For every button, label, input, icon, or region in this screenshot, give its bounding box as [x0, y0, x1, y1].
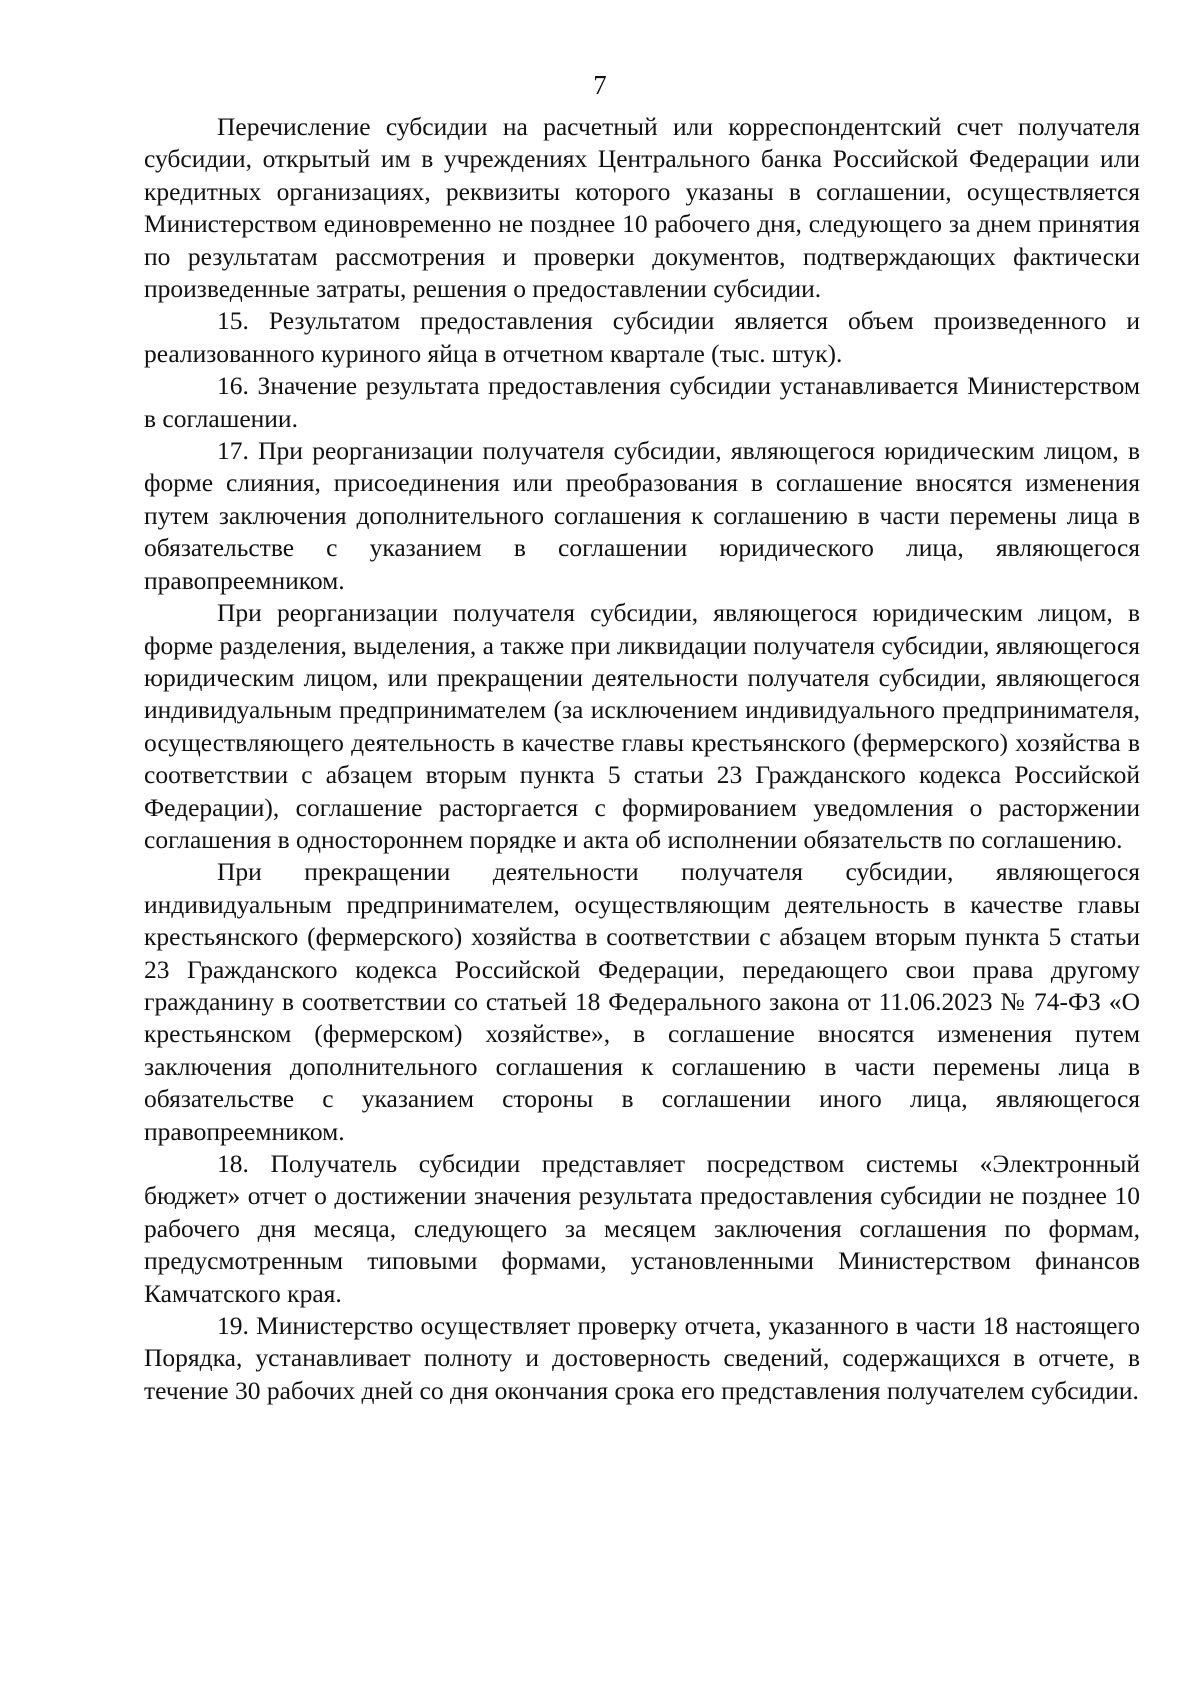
paragraph-16: 16. Значение результата предоставления субсидии устанавливается Министерством в соглашении. [144, 371, 1140, 433]
page-number: 7 [593, 70, 607, 100]
paragraph-15: 15. Результатом предоставления субсидии является объем произведенного и реализованного куриного яйца в отчетном квартале (тыс. штук). [144, 306, 1140, 368]
document-body [144, 111, 1140, 1407]
paragraph-transfer: Перечисление субсидии на расчетный или корреспондентский счет получателя субсидии, открытый им в учреждениях Центрального банка Российской Федерации или кредитных организациях, реквизиты которого указаны в соглашении, осуществляется Министерством единовременно не позднее 10 рабочего дня, следующего за днем принятия по результатам рассмотрения и проверки документов, подтверждающих фактически произведенные затраты, решения о предоставлении субсидии. [144, 112, 1140, 304]
paragraph-17: 17. При реорганизации получателя субсидии, являющегося юридическим лицом, в форме слияния, присоединения или преобразования в соглашение вносятся изменения путем заключения дополнительного соглашения к соглашению в части перемены лица в обязательстве с указанием в соглашении юридического лица, являющегося правопреемником. [144, 436, 1140, 595]
paragraph-18: 18. Получатель субсидии представляет посредством системы «Электронный бюджет» отчет о достижении значения результата предоставления субсидии не позднее 10 рабочего дня месяца, следующего за месяцем заключения соглашения по формам, предусмотренным типовыми формами, установленными Министерством финансов Камчатского края. [144, 1149, 1140, 1308]
paragraph-17-termination: При прекращении деятельности получателя субсидии, являющегося индивидуальным предпринимателем, осуществляющим деятельность в качестве главы крестьянского (фермерского) хозяйства в соответствии с абзацем вторым пункта 5 статьи 23 Гражданского кодекса Российской Федерации, передающего свои права другому гражданину в соответствии со статьей 18 Федерального закона от 11.06.2023 № 74-ФЗ «О крестьянском (фермерском) хозяйстве», в соглашение вносятся изменения путем заключения дополнительного соглашения к соглашению в части перемены лица в обязательстве с указанием стороны в соглашении иного лица, являющегося правопреемником. [144, 857, 1140, 1146]
paragraph-19: 19. Министерство осуществляет проверку отчета, указанного в части 18 настоящего Порядка, устанавливает полноту и достоверность сведений, содержащихся в отчете, в течение 30 рабочих дней со дня окончания срока его представления получателем субсидии. [144, 1311, 1140, 1405]
paragraph-17-reorganization: При реорганизации получателя субсидии, являющегося юридическим лицом, в форме разделения, выделения, а также при ликвидации получателя субсидии, являющегося юридическим лицом, или прекращении деятельности получателя субсидии, являющегося индивидуальным предпринимателем (за исключением индивидуального предпринимателя, осуществляющего деятельность в качестве главы крестьянского (фермерского) хозяйства в соответствии с абзацем вторым пункта 5 статьи 23 Гражданского кодекса Российской Федерации), соглашение расторгается с формированием уведомления о расторжении соглашения в одностороннем порядке и акта об исполнении обязательств по соглашению. [144, 598, 1140, 854]
